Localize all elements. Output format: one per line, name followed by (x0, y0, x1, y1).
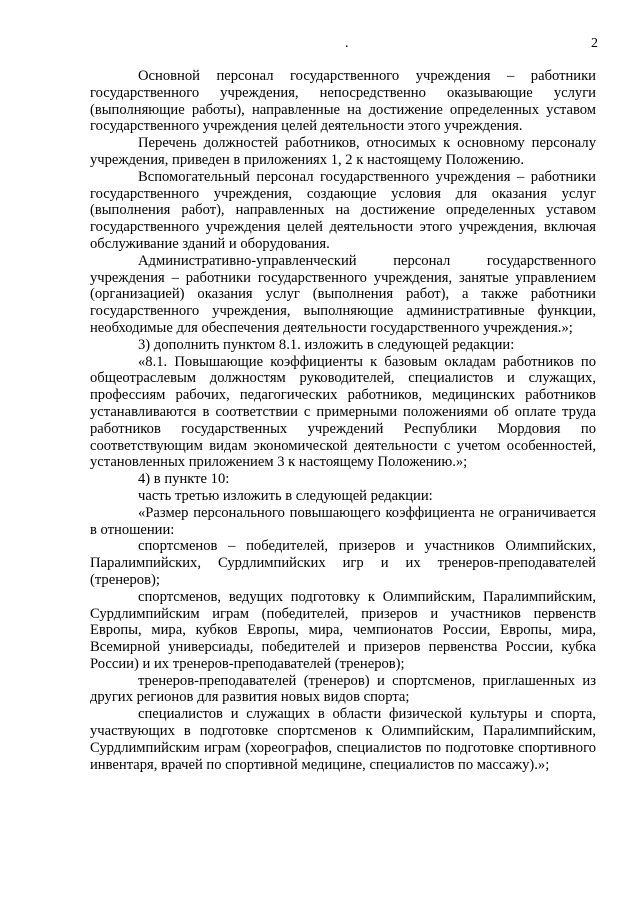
paragraph-athletes-preparing: спортсменов, ведущих подготовку к Олимпийским, Паралимпийским, Сурдлимпийским играм (победителей, призеров и участников первенств Европы, мира, кубков Европы, мира, чемпионатов России, Европы, мира, Всемирной универсиады, победителей и призеров первенства России, кубка России) и их тренеров-преподавателей (тренеров); (90, 588, 596, 672)
paragraph-main-staff: Основной персонал государственного учреждения – работники государственного учреждения, непосредственно оказывающие услуги (выполняющие работы), направленные на достижение определенных уставом государственного учреждения целей деятельности этого учреждения. (90, 68, 596, 135)
paragraph-coefficient-size: «Размер персонального повышающего коэффициента не ограничивается в отношении: (90, 504, 596, 538)
paragraph-clause-8-1: «8.1. Повышающие коэффициенты к базовым окладам работников по общеотраслевым должностям руководителей, специалистов и служащих, профессиям рабочих, педагогических работников, медицинских работников устанавливаются в соответствии с примерными положениями об оплате труда работников государственных учреждений Республики Мордовия по соответствующим видам экономической деятельности с учетом особенностей, установленных приложением 3 к настоящему Положению.»; (90, 353, 596, 471)
document-body (90, 68, 596, 773)
paragraph-amendment-4: 4) в пункте 10: (138, 471, 230, 488)
paragraph-invited-coaches: тренеров-преподавателей (тренеров) и спортсменов, приглашенных из других регионов для развития новых видов спорта; (90, 672, 596, 706)
paragraph-amendment-3: 3) дополнить пунктом 8.1. изложить в следующей редакции: (138, 336, 515, 353)
paragraph-support-staff: Вспомогательный персонал государственного учреждения – работники государственного учреждения, создающие условия для оказания услуг (выполнения работ), направленных на достижение определенных уставом государственного учреждения целей деятельности этого учреждения, включая обслуживание зданий и оборудования. (90, 168, 596, 252)
paragraph-specialists: специалистов и служащих в области физической культуры и спорта, участвующих в подготовке спортсменов к Олимпийским, Паралимпийским, Сурдлимпийским играм (хореографов, специалистов по подготовке спортивного инвентаря, врачей по спортивной медицине, специалистов по массажу).»; (90, 706, 596, 773)
paragraph-part-three: часть третью изложить в следующей редакции: (138, 487, 433, 504)
paragraph-athletes-olympic: спортсменов – победителей, призеров и участников Олимпийских, Паралимпийских, Сурдлимпийских игр и их тренеров-преподавателей (тренеров); (90, 538, 596, 588)
dot-mark: . (345, 36, 349, 51)
paragraph-admin-staff: Административно-управленческий персонал государственного учреждения – работники государственного учреждения, занятые управлением (организацией) оказания услуг (выполнения работ), а также работники государственного учреждения, выполняющие административные функции, необходимые для обеспечения деятельности государственного учреждения.»; (90, 252, 596, 336)
page-number: 2 (591, 36, 598, 51)
paragraph-main-staff-list: Перечень должностей работников, относимых к основному персоналу учреждения, приведен в приложениях 1, 2 к настоящему Положению. (90, 135, 596, 168)
